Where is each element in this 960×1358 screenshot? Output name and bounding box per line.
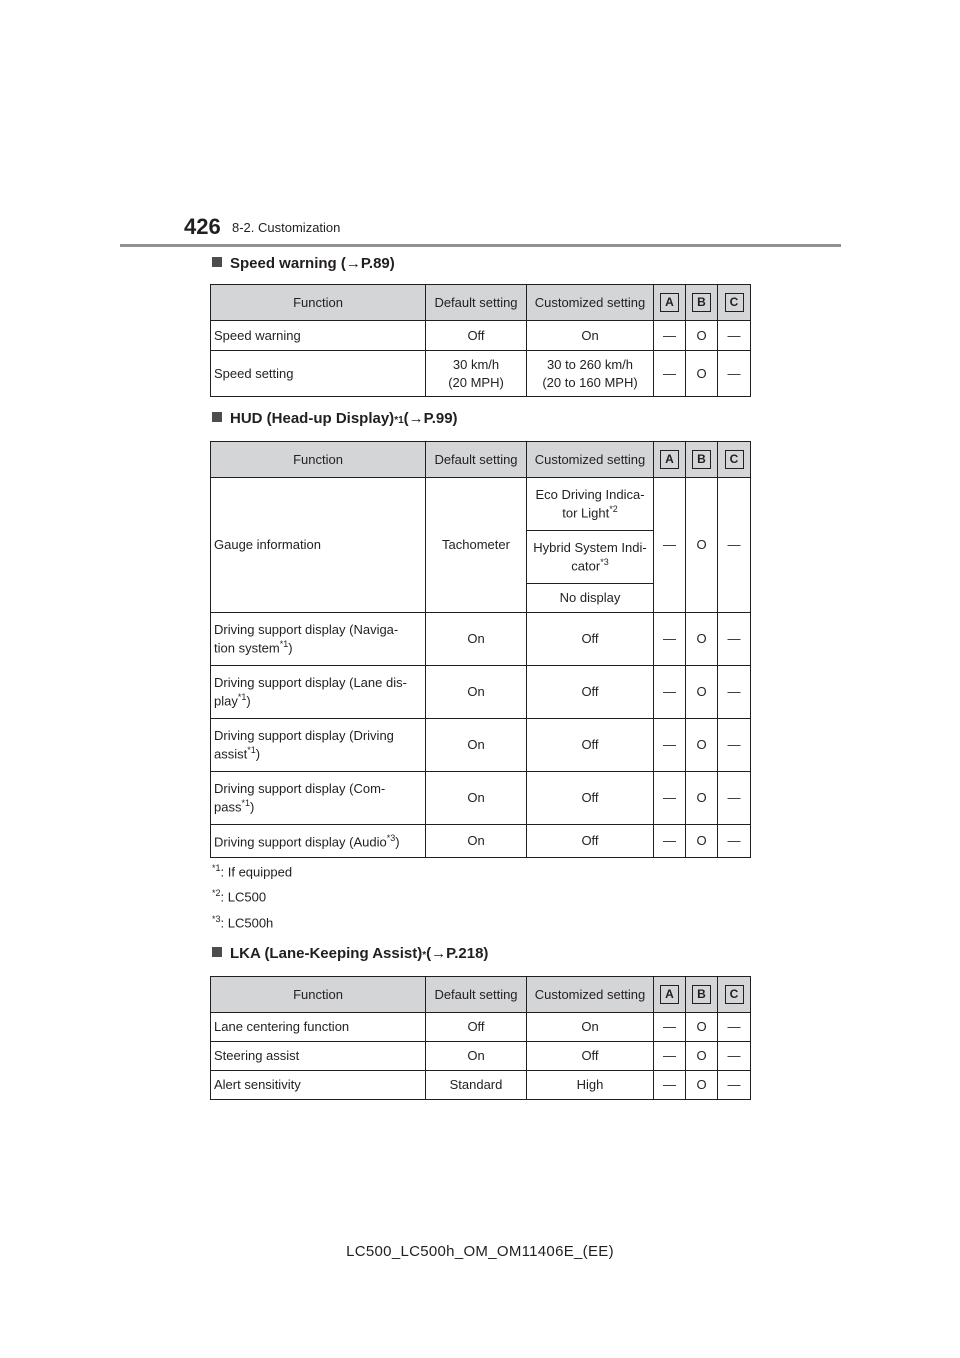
table-row: Speed warning Off On — O — xyxy=(211,321,751,351)
table-row: Driving support display (Lane dis- play$^{*1}$) On Off — O — xyxy=(211,666,751,719)
document-code: LC500_LC500h_OM_OM11406E_(EE) xyxy=(346,1243,614,1260)
speed-warning-table xyxy=(210,284,751,397)
bullet-square-icon xyxy=(212,947,222,957)
option-no-display: No display xyxy=(527,584,654,613)
column-c-label: C xyxy=(725,985,744,1004)
column-c-label: C xyxy=(725,450,744,469)
column-b-label: B xyxy=(692,450,711,469)
table-row: Gauge information Tachometer Eco Driving Indica- tor Light$^{*2}$ — O — xyxy=(211,478,751,531)
column-c-label: C xyxy=(725,293,744,312)
table-row: Speed setting 30 km/h (20 MPH) 30 to 260 km/h (20 to 160 MPH) — O — xyxy=(211,351,751,397)
table-row: Steering assist On Off — O — xyxy=(211,1042,751,1071)
table-row: Driving support display (Audio$^{*3}$) On Off — O — xyxy=(211,825,751,858)
page-number: 426 xyxy=(184,214,221,239)
table-row: Driving support display (Driving assist$^{*1}$) On Off — O — xyxy=(211,719,751,772)
column-a-label: A xyxy=(660,450,679,469)
option-eco-driving: Eco Driving Indica- tor Light$^{*2}$ xyxy=(527,478,654,531)
table-header-row: Function Default setting Customized setting A B C xyxy=(211,442,751,478)
bullet-square-icon xyxy=(212,412,222,422)
column-b-label: B xyxy=(692,985,711,1004)
bullet-square-icon xyxy=(212,257,222,267)
table-row: Alert sensitivity Standard High — O — xyxy=(211,1071,751,1100)
footnote: $^{*1}$: If equipped xyxy=(212,863,293,880)
table-row: Lane centering function Off On — O — xyxy=(211,1013,751,1042)
option-hybrid-system: Hybrid System Indi- cator$^{*3}$ xyxy=(527,531,654,584)
footnote: $^{*2}$: LC500 xyxy=(212,888,267,905)
header-rule xyxy=(120,244,841,247)
chapter-title: 8-2. Customization xyxy=(232,220,341,235)
column-b-label: B xyxy=(692,293,711,312)
section-heading-speed-warning: Speed warning (→P.89) xyxy=(212,255,395,272)
hud-table xyxy=(210,441,751,858)
table-row: Driving support display (Naviga- tion system$^{*1}$) On Off — O — xyxy=(211,613,751,666)
column-a-label: A xyxy=(660,985,679,1004)
table-row: Driving support display (Com- pass$^{*1}$) On Off — O — xyxy=(211,772,751,825)
table-header-row: Function Default setting Customized setting A B C xyxy=(211,977,751,1013)
lka-table xyxy=(210,976,751,1100)
table-header-row: Function Default setting Customized setting A B C xyxy=(211,285,751,321)
section-heading-lka: LKA (Lane-Keeping Assist) * (→P.218) xyxy=(212,945,488,962)
column-a-label: A xyxy=(660,293,679,312)
section-heading-hud: HUD (Head-up Display) *1 (→P.99) xyxy=(212,410,458,427)
footnote: $^{*3}$: LC500h xyxy=(212,914,274,931)
